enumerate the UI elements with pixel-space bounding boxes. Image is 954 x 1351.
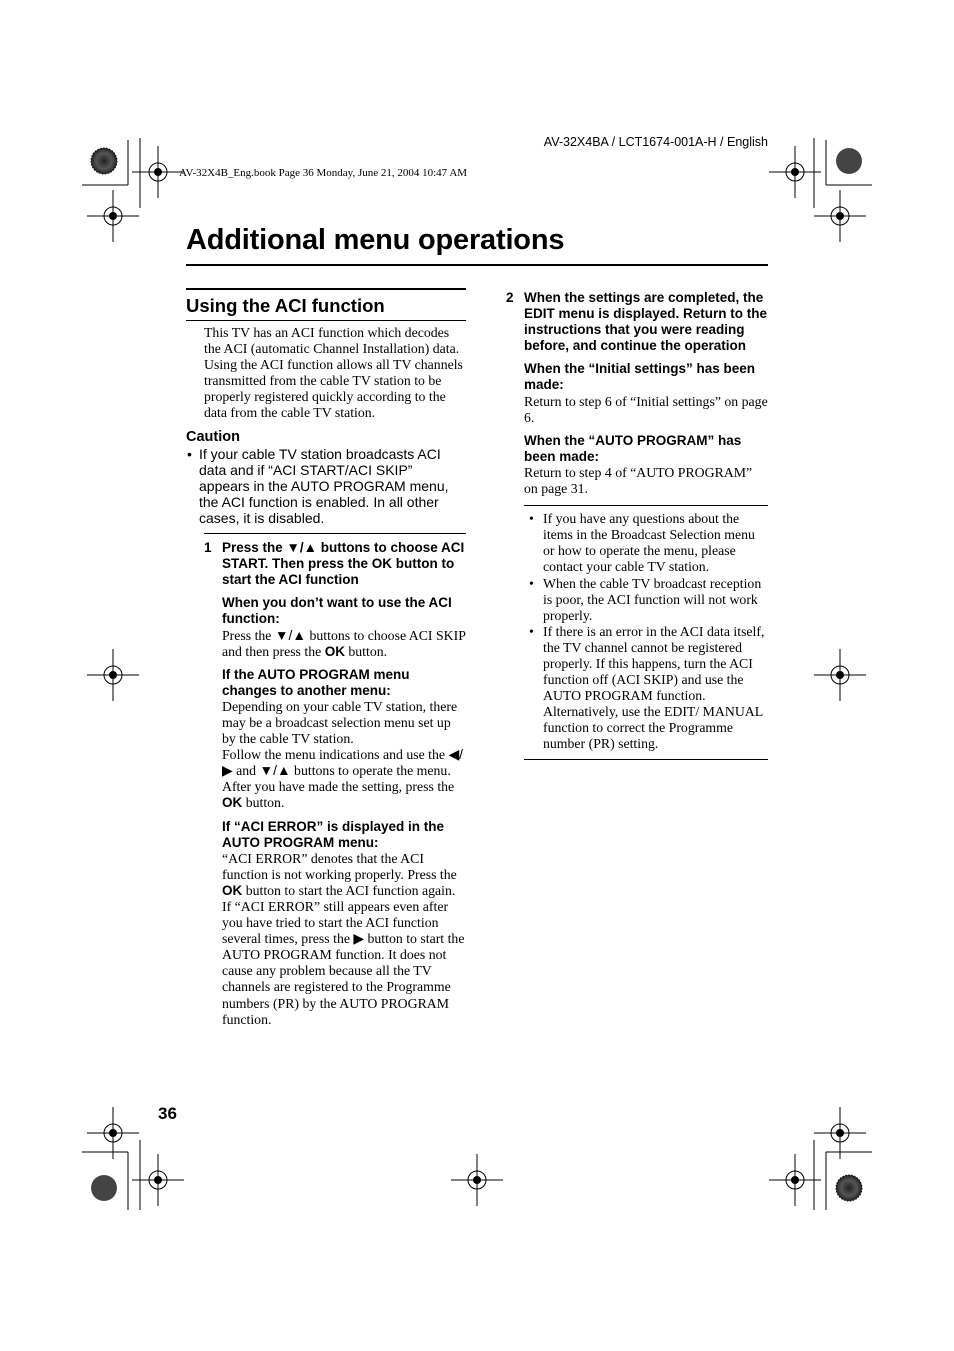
down-up-arrow-icon: ▼/▲ [274, 627, 307, 643]
corner-dot-bl [91, 1175, 117, 1201]
model-reference: AV-32X4BA / LCT1674-001A-H / English [543, 135, 768, 149]
page-title: Additional menu operations [186, 224, 565, 256]
ok-button-icon: OK [371, 556, 393, 572]
ok-button-icon: OK [222, 795, 243, 811]
corner-dot-tl [91, 148, 117, 174]
note-item: • If there is an error in the ACI data itself, the TV channel cannot be registered properly. If this happens, turn the ACI function off (ACI SKIP) and use the AUTO PROGRAM function. Alternatively, use the EDIT/ MANUAL function to correct the Programme number (PR) setting. [524, 624, 768, 753]
ok-button-icon: OK [324, 643, 345, 659]
notes-list [524, 511, 768, 752]
step-1 [204, 540, 466, 1028]
sub-heading: When the “AUTO PROGRAM” has been made: [524, 432, 742, 464]
down-up-arrow-icon: ▼/▲ [259, 763, 291, 779]
step-instruction: When the settings are completed, the EDIT menu is displayed. Return to the instructions that you were reading before, and continue the operation [524, 290, 768, 354]
section-title: Using the ACI function [186, 295, 385, 316]
title-rule [186, 264, 768, 266]
intro-text [204, 325, 466, 422]
sub-body: Press the ▼/▲ buttons to choose ACI SKIP and then press the OK button. [222, 627, 466, 659]
step-2 [506, 290, 768, 497]
notes-rule [524, 759, 768, 760]
intro-paragraph: Using the ACI function allows all TV channels transmitted from the cable TV station to be properly registered quickly according to the data from the cable TV station. [204, 357, 463, 421]
intro-paragraph: This TV has an ACI function which decodes the ACI (automatic Channel Installation) data. [204, 325, 460, 357]
book-info: AV-32X4B_Eng.book Page 36 Monday, June 21, 2004 10:47 AM [179, 167, 468, 179]
sub-body: Depending on your cable TV station, there may be a broadcast selection menu set up by the cable TV station. Follow the menu indications and use the ◀/▶ and ▼/▲ buttons to operate the menu. After you have made the setting, press the OK button. [222, 698, 463, 811]
right-arrow-icon: ▶ [353, 931, 365, 947]
step-rule [204, 533, 466, 534]
notes-rule [524, 505, 768, 506]
note-item: • When the cable TV broadcast reception is poor, the ACI function will not work properly. [524, 576, 768, 624]
corner-dot-br [836, 1175, 862, 1201]
sub-heading: When you don’t want to use the ACI function: [222, 595, 452, 627]
page-number: 36 [158, 1104, 177, 1123]
step-number: 1 [204, 540, 212, 556]
right-column [506, 290, 768, 760]
caution-list [186, 446, 466, 526]
sub-body: Return to step 4 of “AUTO PROGRAM” on page 31. [524, 464, 753, 497]
sub-heading: If the AUTO PROGRAM menu changes to another menu: [222, 666, 410, 698]
ok-button-icon: OK [222, 882, 243, 898]
caution-item: • If your cable TV station broadcasts ACI data and if “ACI START/ACI SKIP” appears in the AUTO PROGRAM menu, the ACI function is enabled. In all other cases, it is disabled. [186, 446, 466, 526]
section-rule [186, 288, 466, 290]
sub-body: “ACI ERROR” denotes that the ACI function is not working properly. Press the OK button to start the ACI function again. If “ACI ERROR” still appears even after you have tried to start the ACI function several times, press the ▶ button to start the AUTO PROGRAM function. It does not cause any problem because all the TV channels are registered to the Programme numbers (PR) by the AUTO PROGRAM function. [222, 850, 465, 1027]
left-right-arrow-icon: ◀/▶ [222, 747, 463, 779]
down-up-arrow-icon: ▼/▲ [286, 540, 318, 556]
left-column [186, 288, 466, 1028]
caution-heading: Caution [186, 428, 240, 445]
note-item: • If you have any questions about the items in the Broadcast Selection menu or how to operate the menu, please contact your cable TV station. [524, 511, 768, 575]
sub-heading: If “ACI ERROR” is displayed in the AUTO PROGRAM menu: [222, 818, 445, 850]
sub-heading: When the “Initial settings” has been made: [524, 361, 756, 393]
corner-dot-tr [836, 148, 862, 174]
step-number: 2 [506, 290, 514, 305]
sub-body: Return to step 6 of “Initial settings” on page 6. [524, 393, 768, 425]
section-rule [186, 320, 466, 321]
step-instruction: Press the ▼/▲ buttons to choose ACI START. Then press the OK button to start the ACI function [222, 540, 465, 588]
